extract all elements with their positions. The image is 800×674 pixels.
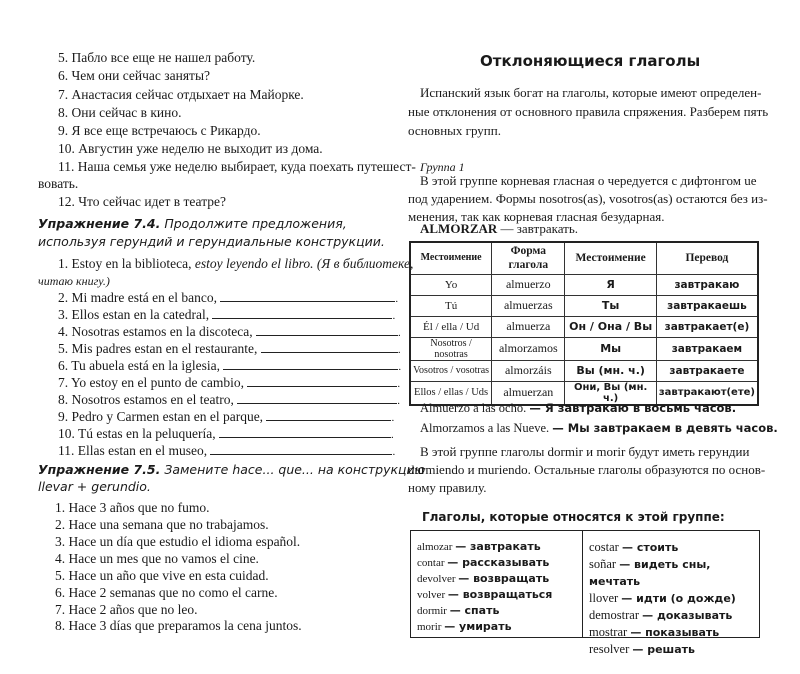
table-cell: завтракаешь bbox=[656, 295, 758, 316]
verbs-column-right bbox=[583, 531, 759, 656]
table-cell: завтракаю bbox=[656, 274, 758, 295]
table-cell: завтракает(е) bbox=[656, 316, 758, 337]
answer-blank[interactable] bbox=[256, 324, 398, 336]
table-cell: Мы bbox=[565, 337, 656, 360]
verb-entry: volver — возвращаться bbox=[417, 588, 553, 601]
exercise-item: 5. Mis padres estan en el restaurante, . bbox=[58, 341, 401, 356]
exercise-item: 9. Pedro y Carmen estan en el parque, . bbox=[58, 409, 395, 424]
list-item: 12. Что сейчас идет в театре? bbox=[58, 194, 226, 209]
exercise-7-5-heading: Упражнение 7.5. Замените hace... que... на конструкцию bbox=[38, 462, 426, 477]
exercise-item: 2. Mi madre está en el banco, . bbox=[58, 290, 399, 305]
table-cell: Он / Она / Вы bbox=[565, 316, 656, 337]
list-item: 6. Чем они сейчас заняты? bbox=[58, 68, 211, 83]
exercise-item: 1. Hace 3 años que no fumo. bbox=[55, 500, 210, 515]
answer-blank[interactable] bbox=[212, 307, 392, 319]
exercise-example: 1. Estoy en la biblioteca, estoy leyendo el libro. (Я в библиотеке, bbox=[58, 256, 414, 271]
verb-entry: dormir — спать bbox=[417, 604, 500, 617]
verb-entry: llover — идти (о дожде) bbox=[589, 591, 736, 605]
group-label: Группа 1 bbox=[420, 160, 465, 174]
table-header-row bbox=[410, 242, 758, 274]
answer-blank[interactable] bbox=[219, 426, 391, 438]
exercise-item: 6. Hace 2 semanas que no como el carne. bbox=[55, 585, 278, 600]
table-cell: almuerzo bbox=[492, 274, 565, 295]
verb-heading: ALMORZAR — завтракать. bbox=[420, 221, 579, 236]
answer-blank[interactable] bbox=[220, 290, 395, 302]
table-cell: завтракают(ете) bbox=[656, 381, 758, 405]
table-cell: Tú bbox=[410, 295, 492, 316]
exercise-item: 7. Hace 2 años que no leo. bbox=[55, 602, 198, 617]
table-row bbox=[410, 316, 758, 337]
verb-entry: devolver — возвращать bbox=[417, 572, 550, 585]
exercise-7-4-heading: Упражнение 7.4. Продолжите предложения, bbox=[38, 216, 347, 231]
table-cell: Я bbox=[565, 274, 656, 295]
exercise-item: 11. Ellas estan en el museo, . bbox=[58, 443, 396, 458]
list-item: 8. Они сейчас в кино. bbox=[58, 105, 182, 120]
table-cell: Él / ella / Ud bbox=[410, 316, 492, 337]
list-item: 10. Августин уже неделю не выходит из дома. bbox=[58, 141, 323, 156]
exercise-item: 10. Tú estas en la peluquería, . bbox=[58, 426, 394, 441]
table-cell: Ты bbox=[565, 295, 656, 316]
exercise-7-5-instruction: llevar + gerundio. bbox=[38, 479, 151, 494]
verbs-column-left bbox=[411, 531, 583, 637]
page-title: Отклоняющиеся глаголы bbox=[480, 52, 701, 70]
verb-entry: almozar — завтракать bbox=[417, 540, 541, 553]
table-row bbox=[410, 337, 758, 360]
answer-blank[interactable] bbox=[237, 392, 397, 404]
exercise-item: 2. Hace una semana que no trabajamos. bbox=[55, 517, 269, 532]
table-cell: Vosotros / vosotras bbox=[410, 360, 492, 381]
intro-paragraph: Испанский язык богат на глаголы, которые имеют определен- ные отклонения от основного правила спряжения. Разберем пять основных групп. bbox=[408, 85, 769, 138]
conjugation-table bbox=[409, 241, 759, 406]
column-header: Форма глагола bbox=[492, 242, 565, 274]
right-page bbox=[400, 0, 800, 674]
exercise-item: 4. Nosotras estamos en la discoteca, . bbox=[58, 324, 401, 339]
exercise-item: 7. Yo estoy en el punto de cambio, . bbox=[58, 375, 401, 390]
table-cell: Вы (мн. ч.) bbox=[565, 360, 656, 381]
gerund-note: В этой группе глаголы dormir и morir будут иметь герундии durmiendo и muriendo. Остальные глаголы образуются по основ- ному правилу. bbox=[408, 444, 766, 495]
table-cell: almuerza bbox=[492, 316, 565, 337]
column-header: Местоимение bbox=[410, 242, 492, 274]
verb-entry: costar — стоить bbox=[589, 540, 679, 554]
table-cell: Они, Вы (мн. ч.) bbox=[565, 381, 656, 405]
table-cell: Ellos / ellas / Uds bbox=[410, 381, 492, 405]
group-description: В этой группе корневая гласная о чередуется с дифтонгом ue под ударением. Формы nosotros(as), vosotros(as) остаются без из- менения, так как корневая гласная безударная. bbox=[408, 173, 768, 224]
table-cell: завтракаете bbox=[656, 360, 758, 381]
exercise-item: 8. Nosotros estamos en el teatro, . bbox=[58, 392, 400, 407]
table-row bbox=[410, 274, 758, 295]
usage-examples bbox=[420, 398, 778, 438]
answer-blank[interactable] bbox=[223, 358, 398, 370]
table-cell: Yo bbox=[410, 274, 492, 295]
verb-entry: resolver — решать bbox=[589, 642, 695, 656]
verbs-box bbox=[410, 530, 760, 656]
verbs-list-heading: Глаголы, которые относятся к этой группе: bbox=[422, 510, 725, 524]
exercise-item: 6. Tu abuela está en la iglesia, . bbox=[58, 358, 402, 373]
exercise-item: 3. Hace un día que estudio el idioma español. bbox=[55, 534, 301, 549]
exercise-item: 3. Ellos estan en la catedral, . bbox=[58, 307, 396, 322]
table-cell: almorzamos bbox=[492, 337, 565, 360]
column-header: Перевод bbox=[656, 242, 758, 274]
answer-blank[interactable] bbox=[266, 409, 391, 421]
exercise-item: 4. Hace un mes que no vamos el cine. bbox=[55, 551, 259, 566]
exercise-example-continuation: читаю книгу.) bbox=[38, 274, 110, 288]
table-cell: Nosotros / nosotras bbox=[410, 337, 492, 360]
exercise-7-4-instruction: используя герундий и герундиальные конструкции. bbox=[38, 234, 385, 249]
exercise-item: 5. Hace un año que vive en esta cuidad. bbox=[55, 568, 269, 583]
list-item: 7. Анастасия сейчас отдыхает на Майорке. bbox=[58, 87, 304, 102]
table-cell: almorzáis bbox=[492, 360, 565, 381]
answer-blank[interactable] bbox=[210, 443, 392, 455]
table-cell: завтракаем bbox=[656, 337, 758, 360]
list-item: 5. Пабло все еще не нашел работу. bbox=[58, 50, 256, 65]
example-line: Almuerzo a las ocho. — Я завтракаю в восьмь часов. bbox=[420, 401, 737, 415]
answer-blank[interactable] bbox=[247, 375, 397, 387]
table-row bbox=[410, 295, 758, 316]
list-item: 9. Я все еще встречаюсь с Рикардо. bbox=[58, 123, 261, 138]
table-cell: almuerzas bbox=[492, 295, 565, 316]
example-line: Almorzamos a las Nueve. — Мы завтракаем в девять часов. bbox=[420, 421, 778, 435]
list-item-continuation: вовать. bbox=[38, 176, 79, 191]
table-cell: almuerzan bbox=[492, 381, 565, 405]
verb-entry: demostrar — доказывать bbox=[589, 608, 733, 622]
exercise-item: 8. Hace 3 días que preparamos la cena juntos. bbox=[55, 618, 302, 633]
table-row bbox=[410, 360, 758, 381]
verb-entry: morir — умирать bbox=[417, 620, 512, 633]
list-item: 11. Наша семья уже неделю выбирает, куда поехать путешест- bbox=[58, 159, 416, 174]
verb-entry: mostrar — показывать bbox=[589, 625, 720, 639]
verb-entry: soñar — видеть сны, мечтать bbox=[589, 557, 711, 588]
column-header: Местоимение bbox=[565, 242, 656, 274]
verb-entry: contar — рассказывать bbox=[417, 556, 550, 569]
answer-blank[interactable] bbox=[261, 341, 398, 353]
